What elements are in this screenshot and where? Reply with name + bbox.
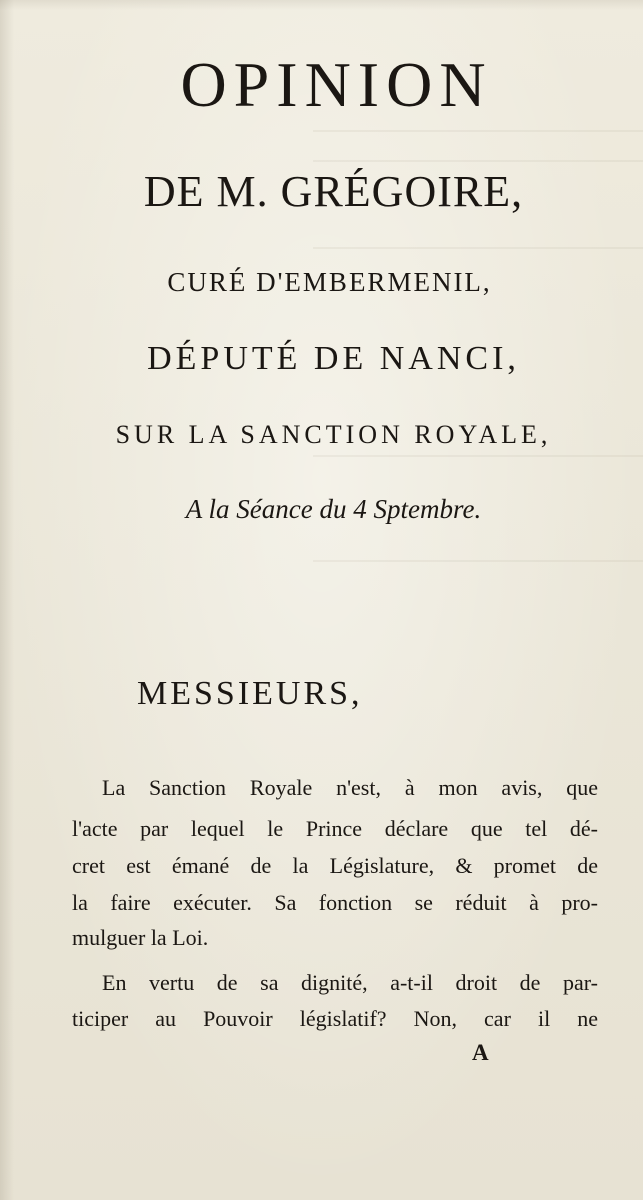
title-parish: CURÉ D'EMBERMENIL, xyxy=(167,267,492,297)
body-line: l'acte par lequel le Prince déclare que tel dé- xyxy=(72,816,598,841)
show-through-line xyxy=(313,130,643,132)
body-line: En vertu de sa dignité, a-t-il droit de par- xyxy=(102,970,598,995)
show-through-line xyxy=(313,160,643,162)
show-through-line xyxy=(313,455,643,457)
salutation: MESSIEURS, xyxy=(137,675,363,712)
title-deputy: DÉPUTÉ DE NANCI, xyxy=(147,340,520,377)
body-line: cret est émané de la Législature, & promet de xyxy=(72,853,598,878)
show-through-line xyxy=(313,560,643,562)
body-line: mulguer la Loi. xyxy=(72,925,209,950)
signature-mark: A xyxy=(472,1040,489,1065)
body-line: la faire exécuter. Sa fonction se réduit à pro- xyxy=(72,890,598,915)
title-opinion: OPINION xyxy=(180,49,493,120)
page-top-shadow xyxy=(0,0,643,10)
title-author: DE M. GRÉGOIRE, xyxy=(143,167,524,216)
title-session-date: A la Séance du 4 Sptembre. xyxy=(185,494,482,524)
body-line: La Sanction Royale n'est, à mon avis, que xyxy=(102,775,598,800)
body-line: ticiper au Pouvoir législatif? Non, car il ne xyxy=(72,1006,598,1031)
title-subject: SUR LA SANCTION ROYALE, xyxy=(115,420,552,449)
show-through-line xyxy=(313,247,643,249)
